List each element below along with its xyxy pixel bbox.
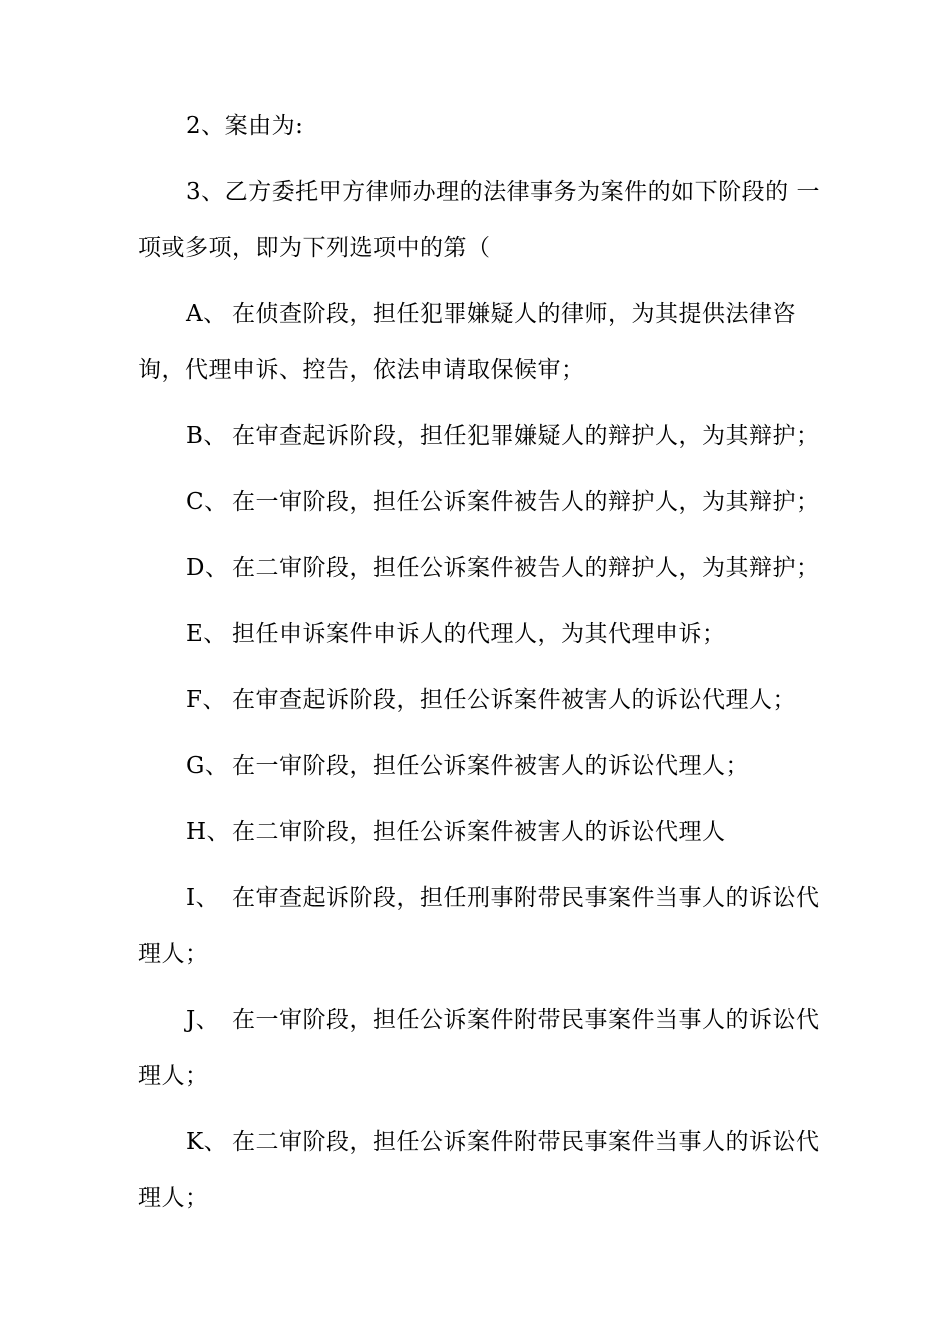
paragraph-case-cause (138, 98, 824, 154)
paragraph-text: 2、案由为: (186, 113, 304, 139)
option-label: H、 (186, 819, 231, 845)
option-g (138, 738, 824, 794)
option-label: B、 (186, 423, 227, 449)
option-label: C、 (186, 489, 228, 515)
option-label: G、 (186, 753, 229, 779)
option-label: A、 (186, 301, 227, 327)
option-label: I、 (186, 885, 220, 911)
option-label: J、 (186, 1007, 220, 1033)
option-label: K、 (186, 1129, 228, 1155)
option-d (138, 540, 824, 596)
option-text: 在二审阶段，担任公诉案件被害人的诉讼代理人 (232, 819, 726, 845)
paragraph-text: 3、乙方委托甲方律师办理的法律事务为案件的如下阶段的 一项或多项，即为下列选项中的第（ (138, 179, 820, 261)
option-text: 在审查起诉阶段，担任刑事附带民事案件当事人的诉讼代理人； (138, 885, 820, 967)
option-text: 在审查起诉阶段，担任公诉案件被害人的诉讼代理人； (232, 687, 796, 713)
option-text: 在一审阶段，担任公诉案件附带民事案件当事人的诉讼代理人； (138, 1007, 820, 1089)
option-e (138, 606, 824, 662)
option-label: E、 (186, 621, 227, 647)
option-text: 在侦查阶段，担任犯罪嫌疑人的律师，为其提供法律咨询，代理申诉、控告，依法申请取保候审； (138, 301, 796, 383)
option-text: 在审查起诉阶段，担任犯罪嫌疑人的辩护人，为其辩护； (232, 423, 820, 449)
option-b (138, 408, 824, 464)
option-text: 在一审阶段，担任公诉案件被害人的诉讼代理人； (232, 753, 749, 779)
option-c (138, 474, 824, 530)
option-label: F、 (186, 687, 226, 713)
option-text: 在二审阶段，担任公诉案件附带民事案件当事人的诉讼代理人； (138, 1129, 820, 1211)
option-k (138, 1114, 824, 1226)
option-text: 担任申诉案件申诉人的代理人，为其代理申诉； (232, 621, 726, 647)
paragraph-entrusted-matters (138, 164, 824, 276)
option-a (138, 286, 824, 398)
option-label: D、 (186, 555, 229, 581)
option-i (138, 870, 824, 982)
option-f (138, 672, 824, 728)
option-text: 在二审阶段，担任公诉案件被告人的辩护人，为其辩护； (232, 555, 820, 581)
option-text: 在一审阶段，担任公诉案件被告人的辩护人，为其辩护； (232, 489, 820, 515)
option-j (138, 992, 824, 1104)
option-h (138, 804, 824, 860)
